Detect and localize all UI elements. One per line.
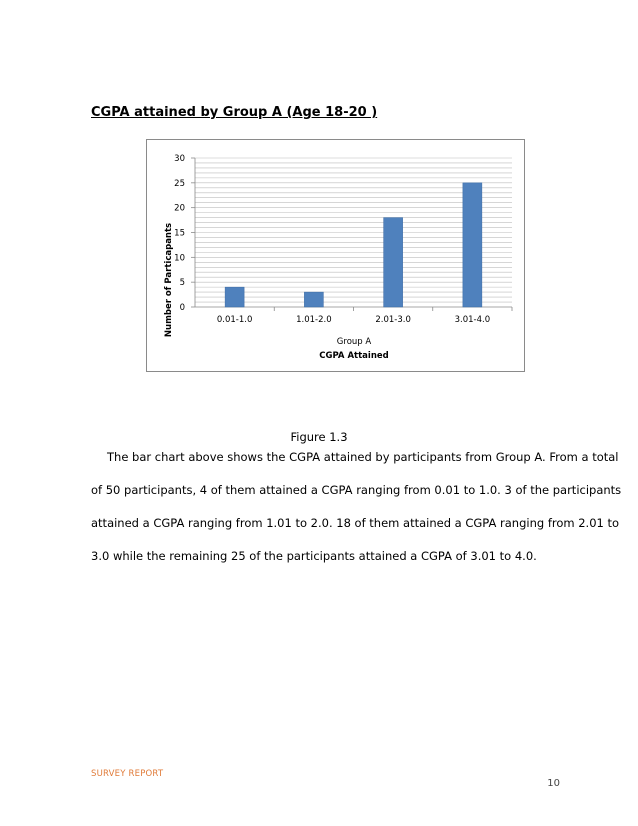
x-tick-label: 1.01-2.0 xyxy=(296,315,332,325)
y-axis-label: Number of Particapants xyxy=(164,222,174,338)
y-tick-label: 15 xyxy=(174,228,185,239)
x-axis-label: Group A xyxy=(336,337,372,347)
x-tick-label: 2.01-3.0 xyxy=(375,315,411,325)
y-tick-label: 5 xyxy=(179,278,185,289)
y-tick-label: 10 xyxy=(174,253,185,264)
paragraph-line: The bar chart above shows the CGPA attained by participants from Group A. From a total xyxy=(107,450,619,464)
section-heading: CGPA attained by Group A (Age 18-20 ) xyxy=(91,105,378,120)
bar-chart xyxy=(146,139,525,372)
x-tick-label: 0.01-1.0 xyxy=(216,315,253,325)
figure-caption: Figure 1.3 xyxy=(290,430,348,444)
body-paragraph xyxy=(91,441,622,573)
x-axis-title: CGPA Attained xyxy=(319,351,389,361)
y-tick-label: 0 xyxy=(179,303,185,313)
y-tick-label: 25 xyxy=(174,178,185,189)
bar xyxy=(304,292,323,307)
chart-bars xyxy=(225,183,482,307)
paragraph-line: attained a CGPA ranging from 1.01 to 2.0. 18 of them attained a CGPA ranging from 2.01 to xyxy=(91,516,620,530)
y-tick-label: 20 xyxy=(174,203,185,214)
page-number: 10 xyxy=(547,778,560,789)
x-tick-label: 3.01-4.0 xyxy=(454,315,491,325)
paragraph-line: 3.0 while the remaining 25 of the participants attained a CGPA of 3.01 to 4.0. xyxy=(91,549,537,563)
y-tick-labels xyxy=(174,154,185,313)
bar xyxy=(463,183,482,307)
paragraph-line: of 50 participants, 4 of them attained a CGPA ranging from 0.01 to 1.0. 3 of the participants xyxy=(91,483,622,497)
chart-canvas xyxy=(147,140,526,373)
footer-label: SURVEY REPORT xyxy=(91,769,164,779)
x-tick-labels xyxy=(217,315,490,325)
y-tick-label: 30 xyxy=(174,154,185,164)
bar xyxy=(225,287,244,307)
bar xyxy=(384,218,403,307)
